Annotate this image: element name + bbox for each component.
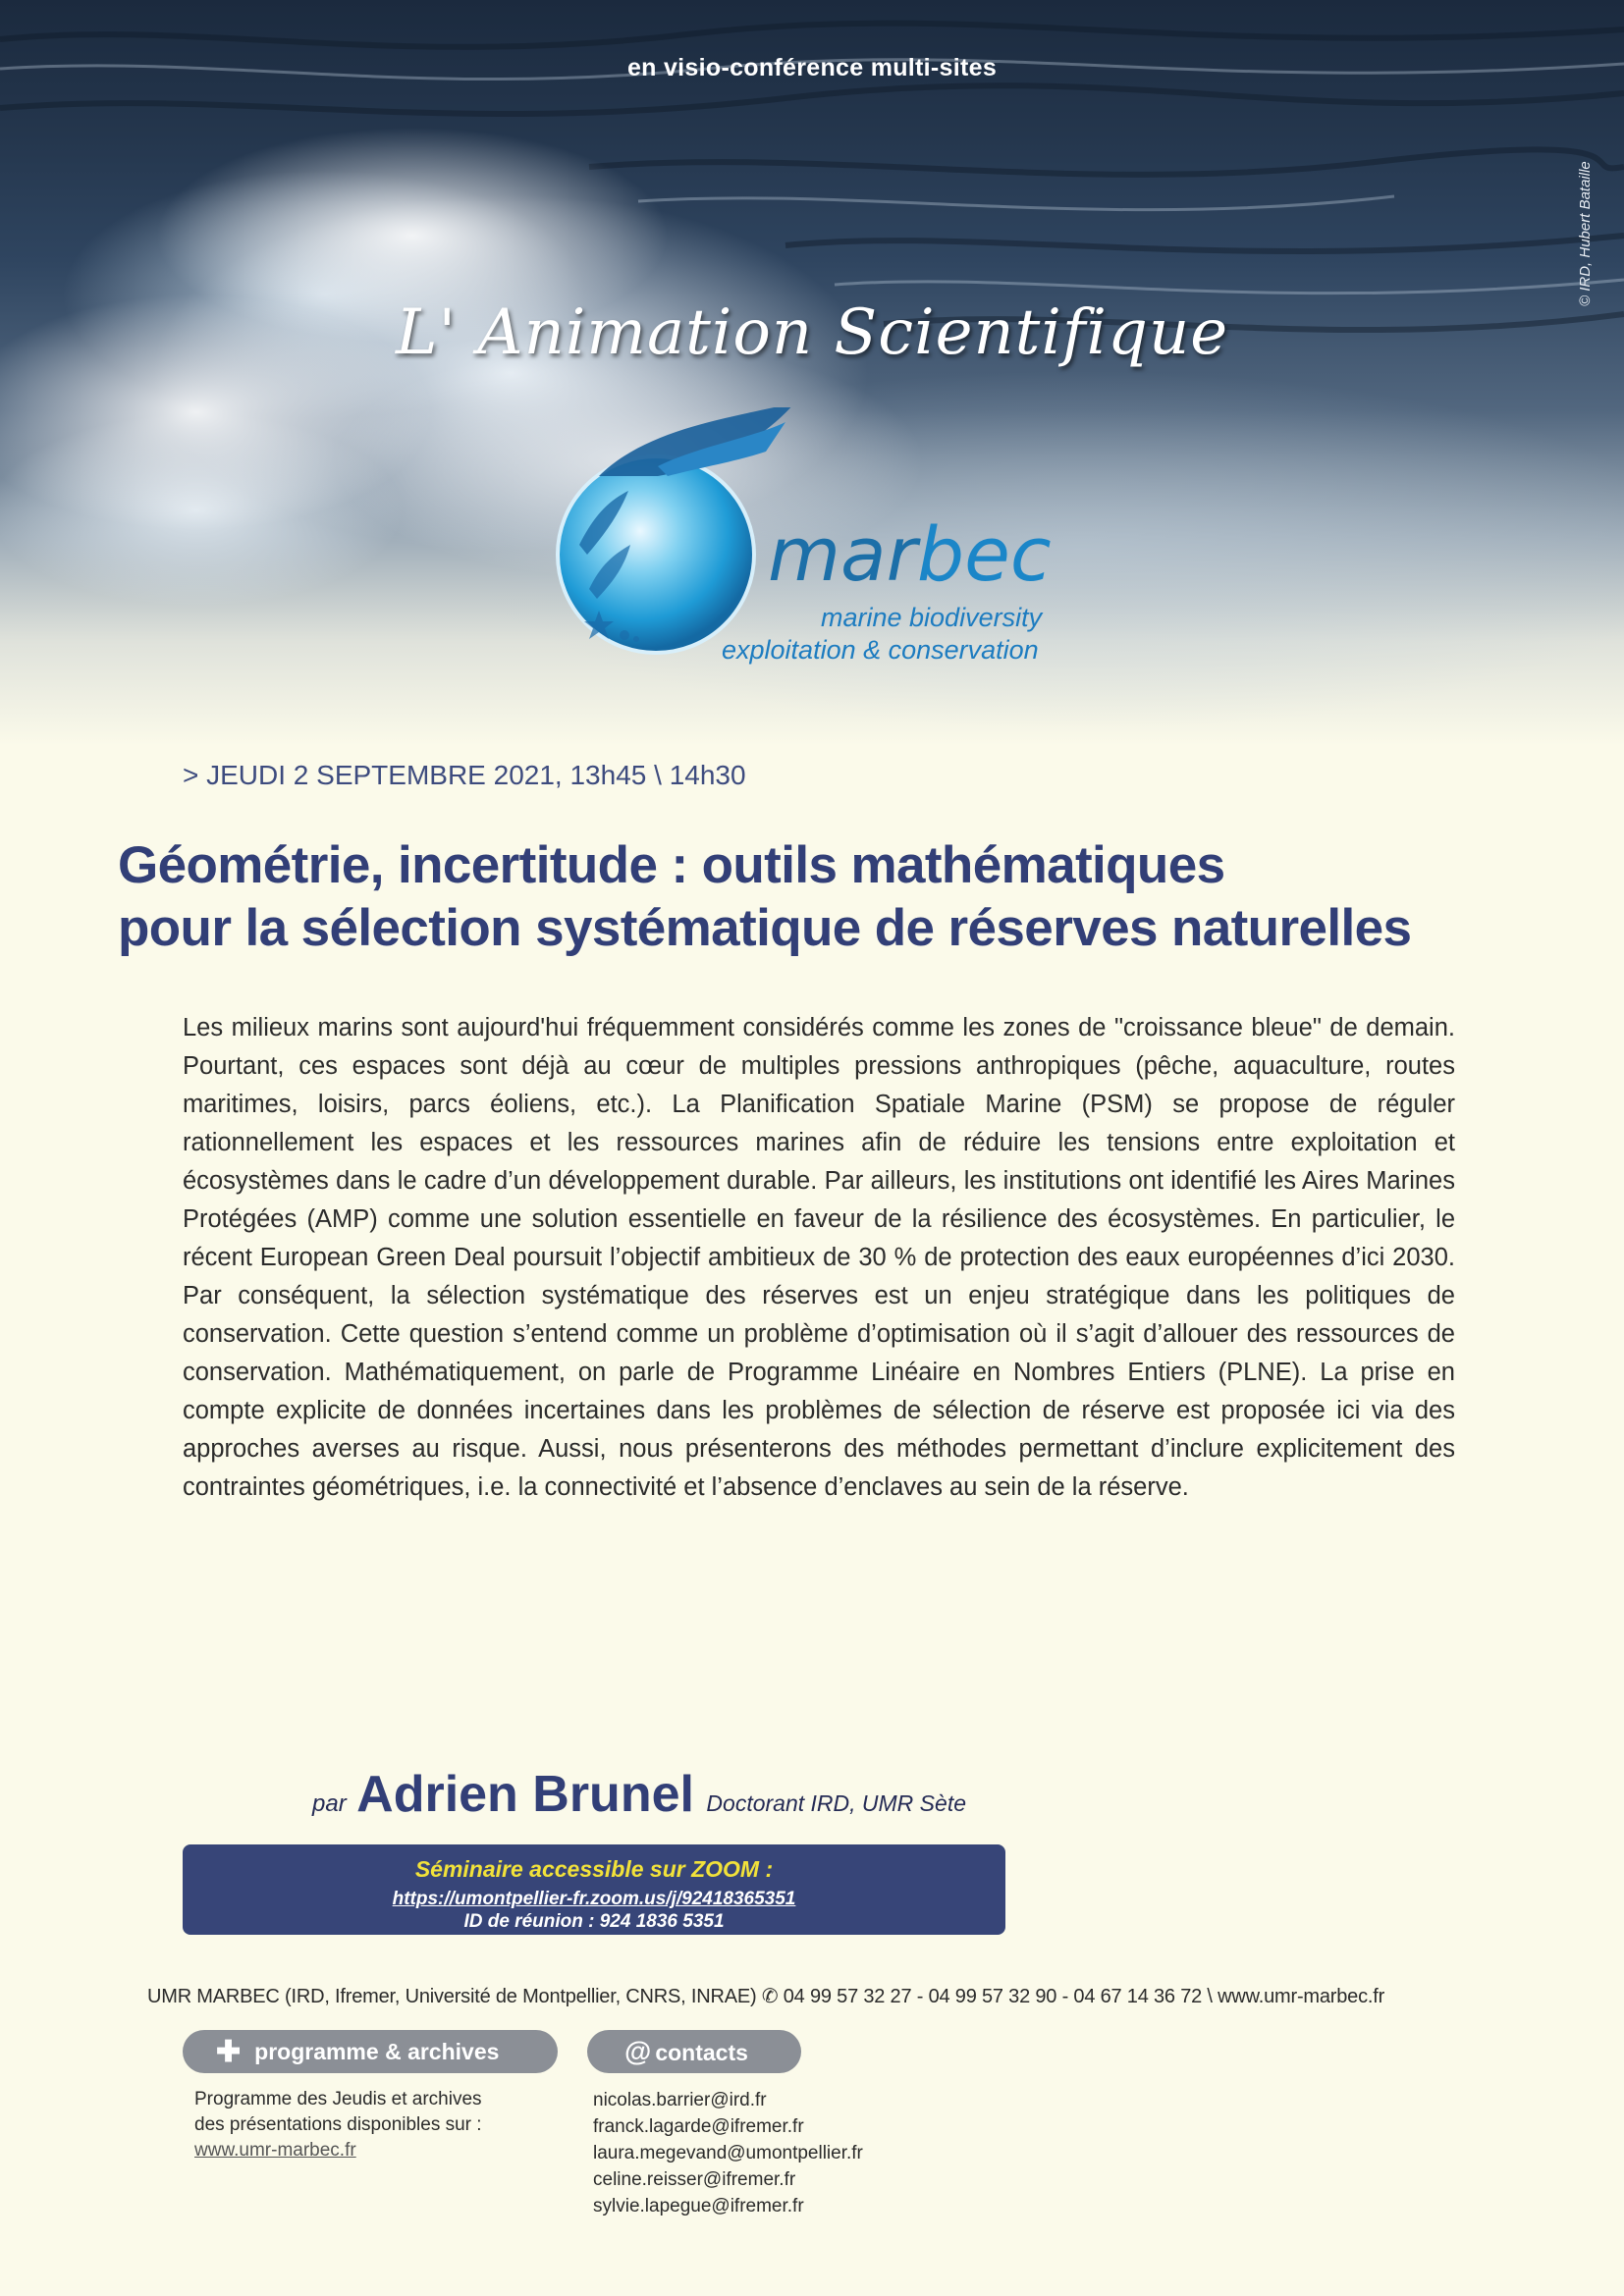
marbec-wordmark	[768, 510, 1052, 598]
event-date: > JEUDI 2 SEPTEMBRE 2021, 13h45 \ 14h30	[183, 760, 746, 790]
event-title-line-1: Géométrie, incertitude : outils mathématiques	[118, 836, 1225, 894]
speaker-role: Doctorant IRD, UMR Sète	[706, 1790, 967, 1816]
zoom-heading: Séminaire accessible sur ZOOM :	[414, 1856, 774, 1882]
wordmark-part2: bec	[916, 510, 1052, 598]
zoom-info-box	[183, 1844, 1005, 1935]
speaker-name: Adrien Brunel	[356, 1766, 694, 1823]
wordmark-part1: mar	[768, 510, 917, 598]
zoom-link[interactable]: https://umontpellier-fr.zoom.us/j/92418365351	[392, 1889, 796, 1909]
programme-text-line-1: Programme des Jeudis et archives	[194, 2089, 482, 2109]
marbec-logo	[540, 407, 1070, 682]
contact-email[interactable]: nicolas.barrier@ird.fr	[593, 2090, 767, 2110]
contacts-button-label: contacts	[655, 2040, 748, 2065]
event-abstract: Les milieux marins sont aujourd'hui fréquemment considérés comme les zones de "croissance bleue" de demain. Pourtant, ces espaces sont déjà au cœur de multiples pressions anthropiques (pêche, aquaculture, routes maritimes, loisirs, parcs éoliens, etc.). La Planification Spatiale Marine (PSM) se propose de réguler rationnellement les espaces et les ressources marines afin de réduire les tensions entre exploitation et écosystèmes dans le cadre d’un développement durable. Par ailleurs, les institutions ont identifié les Aires Marines Protégées (AMP) comme une solution essentielle en faveur de la résilience des écosystèmes. En particulier, le récent European Green Deal poursuit l’objectif ambitieux de 30 % de protection des eaux européennes d’ici 2030. Par conséquent, la sélection systématique des réserves est un enjeu stratégique dans les politiques de conservation. Cette question s’entend comme un problème d’optimisation où il s’agit d’allouer des ressources de conservation. Mathématiquement, on parle de Programme Linéaire en Nombres Entiers (PLNE). La prise en compte explicite de données incertaines dans les problèmes de sélection de réserve est proposée ici via des approches averses au risque. Aussi, nous présenterons des méthodes permettant d’inclure explicitement des contraintes géométriques, i.e. la connectivité et l’absence d’enclaves au sein de la réserve.	[183, 1014, 1455, 1501]
programme-link[interactable]: www.umr-marbec.fr	[194, 2140, 356, 2161]
contact-email[interactable]: sylvie.lapegue@ifremer.fr	[593, 2196, 804, 2216]
event-title-line-2: pour la sélection systématique de réserves naturelles	[118, 899, 1412, 957]
org-contact-line: UMR MARBEC (IRD, Ifremer, Université de Montpellier, CNRS, INRAE) ✆ 04 99 57 32 27 - 04 99 57 32 90 - 04 67 14 36 72 \ www.umr-marbec.fr	[147, 1986, 1385, 2007]
logo-tagline-1: marine biodiversity	[821, 603, 1043, 632]
contact-email[interactable]: laura.megevand@umontpellier.fr	[593, 2143, 863, 2163]
programme-text-line-2: des présentations disponibles sur :	[194, 2114, 482, 2135]
marbec-orb-icon	[540, 407, 795, 663]
contact-email[interactable]: franck.lagarde@ifremer.fr	[593, 2116, 804, 2137]
contact-email-list	[593, 2087, 863, 2219]
programme-archives-button[interactable]	[183, 2030, 558, 2073]
zoom-meeting-id: ID de réunion : 924 1836 5351	[463, 1911, 725, 1932]
at-icon: @	[624, 2036, 652, 2066]
plus-icon: ✚	[216, 2036, 242, 2068]
contacts-button[interactable]	[587, 2030, 801, 2073]
programme-button-label: programme & archives	[254, 2039, 500, 2064]
header-hero	[0, 0, 1624, 746]
programme-description	[194, 2087, 528, 2163]
contact-email[interactable]: celine.reisser@ifremer.fr	[593, 2169, 796, 2190]
logo-tagline-2: exploitation & conservation	[722, 635, 1039, 665]
speaker-prefix: par	[312, 1790, 347, 1817]
photo-credit: © IRD, Hubert Bataille	[1577, 161, 1594, 306]
series-title: L' Animation Scientifique	[395, 296, 1229, 369]
kicker-text: en visio-conférence multi-sites	[626, 54, 998, 81]
event-title	[118, 834, 1571, 960]
speaker-line	[312, 1765, 966, 1824]
